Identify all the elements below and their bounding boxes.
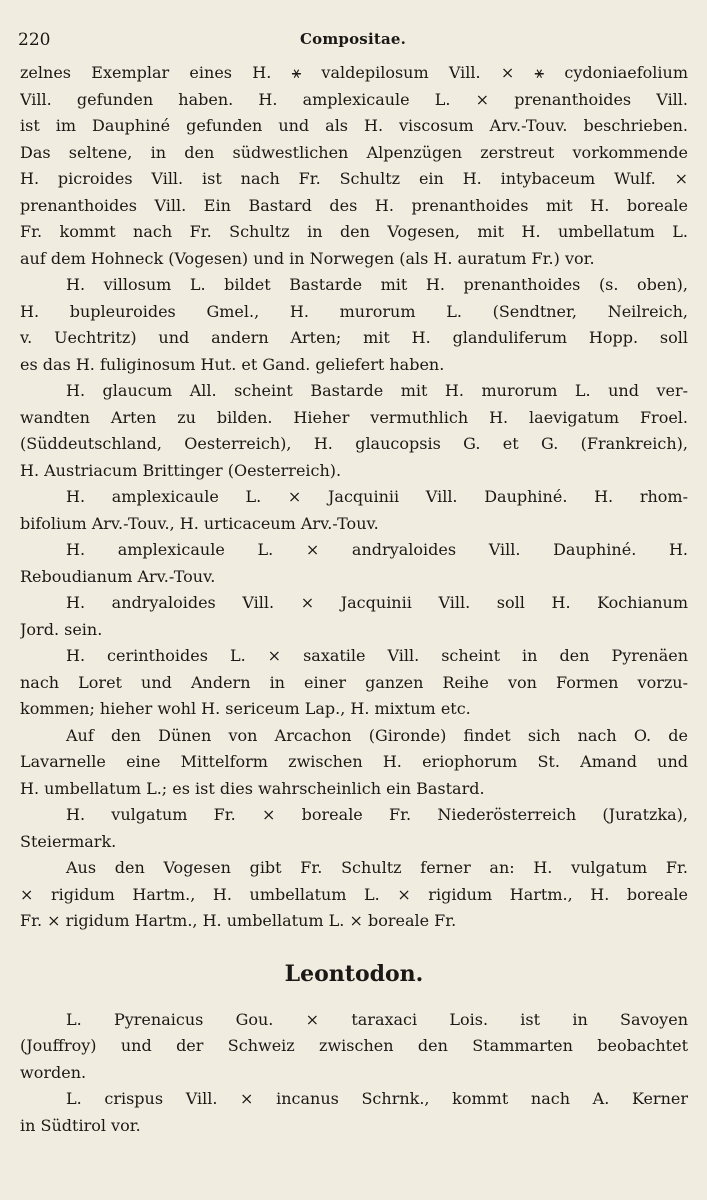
text-line: kommen; hieher wohl H. sericeum Lap., H. mixtum etc. (20, 699, 471, 718)
section-title: Leontodon. (284, 960, 424, 987)
text-line: bifolium Arv.-Touv., H. urticaceum Arv.-Touv. (20, 513, 379, 533)
text-line: Auf den Dünen von Arcachon (Gironde) findet sich nach O. de (66, 725, 688, 745)
text-line: Lavarnelle eine Mittelform zwischen H. eriophorum St. Amand und (20, 752, 688, 771)
text-line: L. Pyrenaicus Gou. × taraxaci Lois. ist in Savoyen (66, 1009, 688, 1029)
text-line: H. cerinthoides L. × saxatile Vill. scheint in den Pyrenäen (66, 646, 688, 665)
text-line: Jord. sein. (20, 619, 103, 639)
text-line: worden. (20, 1062, 87, 1082)
text-line: H. umbellatum L.; es ist dies wahrscheinlich ein Bastard. (20, 778, 485, 798)
text-line: Aus den Vogesen gibt Fr. Schultz ferner an: H. vulgatum Fr. (66, 858, 688, 877)
text-line: H. vulgatum Fr. × boreale Fr. Niederösterreich (Juratzka), (66, 805, 688, 824)
running-head: Compositae. (300, 30, 407, 48)
text-line: nach Loret und Andern in einer ganzen Reihe von Formen vorzu- (20, 672, 688, 692)
text-line: Fr. × rigidum Hartm., H. umbellatum L. × boreale Fr. (20, 911, 457, 930)
text-line: wandten Arten zu bilden. Hieher vermuthlich H. laevigatum Froel. (20, 407, 688, 427)
page-header (0, 0, 707, 60)
text-line: H. amplexicaule L. × Jacquinii Vill. Dauphiné. H. rhom- (66, 487, 688, 506)
text-line: H. picroides Vill. ist nach Fr. Schultz ein H. intybaceum Wulf. × (20, 169, 688, 188)
text-line: H. andryaloides Vill. × Jacquinii Vill. soll H. Kochianum (66, 593, 688, 612)
text-line: v. Uechtritz) und andern Arten; mit H. glanduliferum Hopp. soll (20, 328, 688, 347)
text-line: H. villosum L. bildet Bastarde mit H. prenanthoides (s. oben), (66, 275, 688, 294)
text-line: prenanthoides Vill. Ein Bastard des H. prenanthoides mit H. boreale (20, 195, 688, 215)
text-line: H. amplexicaule L. × andryaloides Vill. Dauphiné. H. (66, 540, 688, 559)
text-line: Reboudianum Arv.-Touv. (20, 566, 216, 586)
text-line: Das seltene, in den südwestlichen Alpenzügen zerstreut vorkommende (20, 142, 688, 162)
text-line: Steiermark. (20, 831, 117, 851)
text-line: es das H. fuliginosum Hut. et Gand. geliefert haben. (20, 354, 445, 374)
text-line: (Süddeutschland, Oesterreich), H. glaucopsis G. et G. (Frankreich), (20, 434, 688, 453)
text-line: × rigidum Hartm., H. umbellatum L. × rigidum Hartm., H. boreale (20, 884, 688, 904)
text-line: (Jouffroy) und der Schweiz zwischen den Stammarten beobachtet (20, 1036, 688, 1055)
text-line: ist im Dauphiné gefunden und als H. viscosum Arv.-Touv. beschrieben. (20, 116, 688, 135)
text-line: Vill. gefunden haben. H. amplexicaule L. × prenanthoides Vill. (20, 89, 688, 109)
text-line: Fr. kommt nach Fr. Schultz in den Vogesen, mit H. umbellatum L. (20, 222, 688, 241)
text-line: L. crispus Vill. × incanus Schrnk., kommt nach A. Kerner (66, 1089, 688, 1108)
text-line: H. Austriacum Brittinger (Oesterreich). (20, 460, 342, 480)
text-line: zelnes Exemplar eines H. ⚹ valdepilosum Vill. × ⚹ cydoniaefolium (20, 63, 688, 82)
text-line: H. glaucum All. scheint Bastarde mit H. murorum L. und ver- (66, 381, 688, 400)
text-line: auf dem Hohneck (Vogesen) und in Norwegen (als H. auratum Fr.) vor. (20, 248, 595, 268)
page-body (20, 60, 688, 1139)
page-number: 220 (18, 30, 51, 50)
text-line: in Südtirol vor. (20, 1115, 141, 1135)
text-line: H. bupleuroides Gmel., H. murorum L. (Sendtner, Neilreich, (20, 301, 688, 321)
